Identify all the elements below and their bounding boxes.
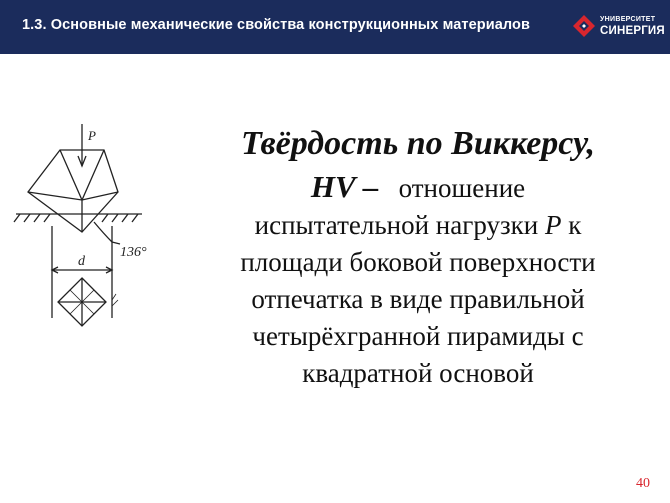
slide-title: 1.3. Основные механические свойства конструкционных материалов xyxy=(22,17,530,33)
definition-line-6: четырёхгранной пирамиды с xyxy=(252,321,584,351)
angle-label: 136° xyxy=(120,245,147,260)
synergy-logo-mark-icon xyxy=(572,14,596,38)
surface-hatching xyxy=(14,214,138,222)
definition-line-7: квадратной основой xyxy=(302,358,534,388)
load-label: P xyxy=(88,128,96,143)
definition-text xyxy=(188,120,648,392)
line-3-end: к xyxy=(568,210,582,240)
definition-line-4: площади боковой поверхности xyxy=(240,247,596,277)
p-symbol: P xyxy=(544,210,562,240)
projection-tick xyxy=(112,294,118,306)
line-3-start: испытательной нагрузки xyxy=(254,210,539,240)
logo-university-text: УНИВЕРСИТЕТ xyxy=(600,16,656,23)
slide-header xyxy=(0,0,670,54)
definition-line-2 xyxy=(188,168,648,207)
diameter-label: d xyxy=(78,254,85,269)
angle-arc xyxy=(94,222,112,242)
vickers-indenter-diagram xyxy=(8,122,178,352)
page-number: 40 xyxy=(636,476,650,491)
definition-line-3 xyxy=(188,207,648,244)
definition-line-5: отпечатка в виде правильной xyxy=(251,284,585,314)
hv-term: HV – xyxy=(310,169,379,204)
logo-synergy-text: СИНЕРГИЯ xyxy=(600,25,665,37)
definition-line-2-rest: отношение xyxy=(398,173,526,203)
indenter-facet-edge xyxy=(28,192,118,200)
definition-title: Твёрдость по Виккерсу, xyxy=(240,125,596,162)
angle-leader xyxy=(112,242,120,244)
